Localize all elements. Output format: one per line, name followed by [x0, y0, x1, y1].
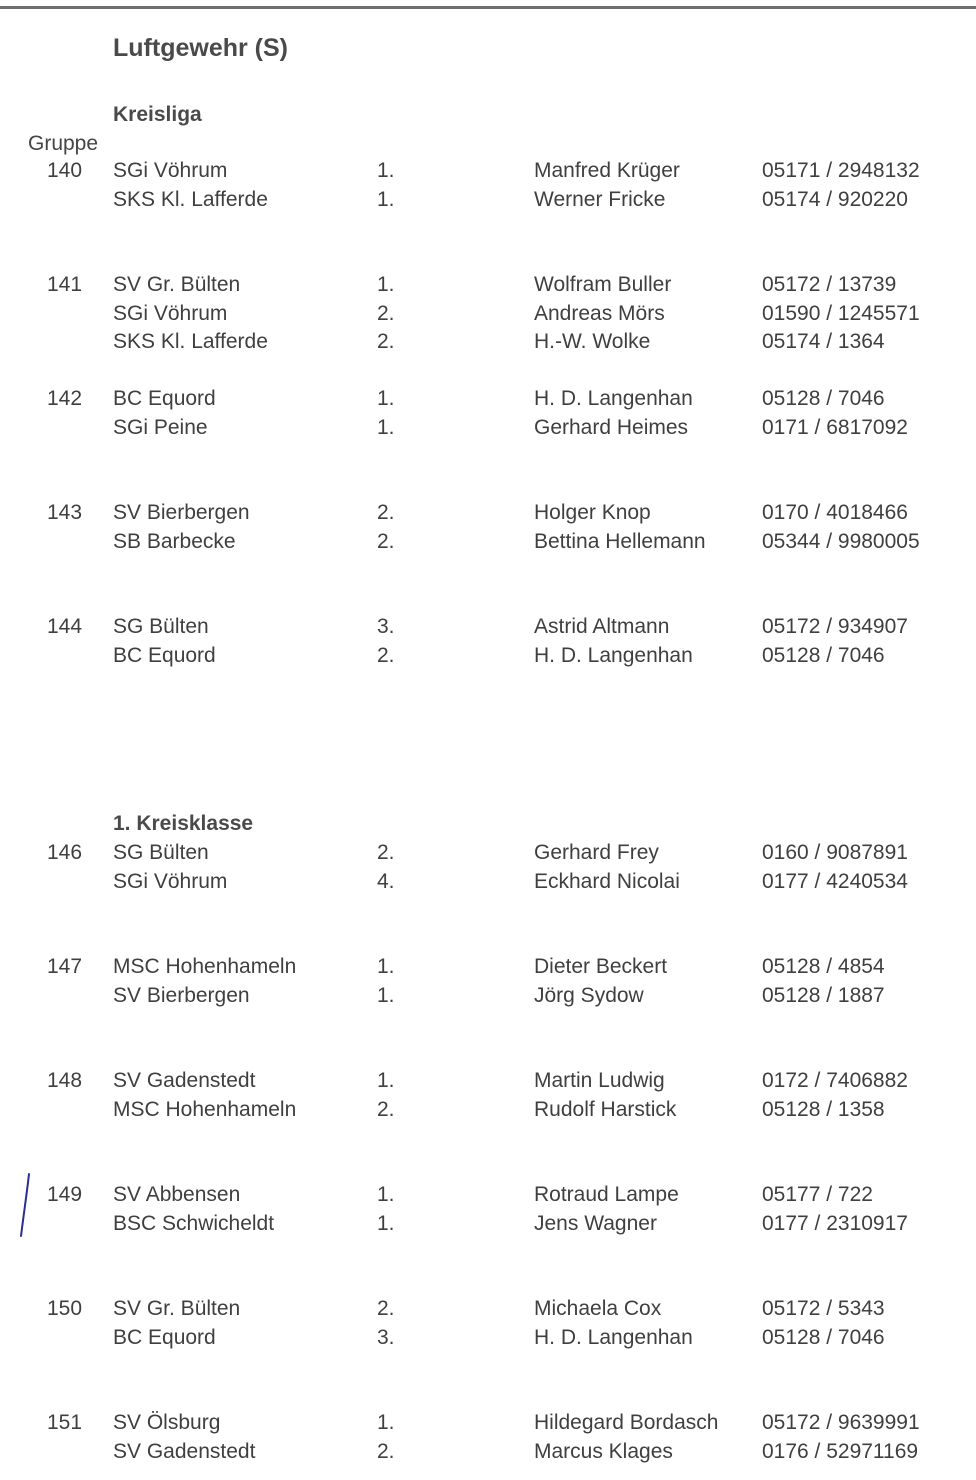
contact-name: Andreas Mörs	[534, 302, 665, 325]
phone-number: 05172 / 5343	[762, 1297, 885, 1320]
group-number: 141	[47, 273, 83, 296]
contact-name: Hildegard Bordasch	[534, 1411, 719, 1434]
group-number: 148	[47, 1069, 83, 1092]
contact-name: H. D. Langenhan	[534, 644, 693, 667]
team-number: 2.	[377, 530, 395, 553]
club-name: SV Ölsburg	[113, 1411, 221, 1434]
contact-name: Gerhard Heimes	[534, 416, 689, 439]
contact-name: Astrid Altmann	[534, 615, 670, 638]
team-number: 2.	[377, 330, 395, 353]
phone-number: 05174 / 920220	[762, 188, 908, 211]
team-number: 1.	[377, 1411, 395, 1434]
team-number: 1.	[377, 984, 395, 1007]
gruppe-column-label: Gruppe	[28, 132, 99, 155]
phone-number: 05172 / 934907	[762, 615, 908, 638]
phone-number: 05128 / 1887	[762, 984, 885, 1007]
team-number: 1.	[377, 1069, 395, 1092]
club-name: MSC Hohenhameln	[113, 1098, 297, 1121]
group-number: 150	[47, 1297, 83, 1320]
phone-number: 05171 / 2948132	[762, 159, 920, 182]
club-name: SV Gr. Bülten	[113, 1297, 241, 1320]
phone-number: 05128 / 1358	[762, 1098, 885, 1121]
contact-name: H. D. Langenhan	[534, 1326, 693, 1349]
team-number: 1.	[377, 955, 395, 978]
team-number: 2.	[377, 644, 395, 667]
team-number: 1.	[377, 416, 395, 439]
club-name: BC Equord	[113, 644, 216, 667]
top-rule	[0, 6, 976, 9]
phone-number: 05128 / 7046	[762, 387, 885, 410]
club-name: SKS Kl. Lafferde	[113, 330, 268, 353]
contact-name: Holger Knop	[534, 501, 651, 524]
phone-number: 05172 / 9639991	[762, 1411, 920, 1434]
phone-number: 0172 / 7406882	[762, 1069, 908, 1092]
team-number: 3.	[377, 615, 395, 638]
group-number: 147	[47, 955, 83, 978]
club-name: SG Bülten	[113, 841, 209, 864]
club-name: SGi Vöhrum	[113, 302, 228, 325]
team-number: 1.	[377, 188, 395, 211]
contact-name: Rotraud Lampe	[534, 1183, 679, 1206]
club-name: BC Equord	[113, 1326, 216, 1349]
club-name: MSC Hohenhameln	[113, 955, 297, 978]
team-number: 1.	[377, 387, 395, 410]
team-number: 2.	[377, 1440, 395, 1463]
contact-name: Martin Ludwig	[534, 1069, 665, 1092]
team-number: 1.	[377, 1183, 395, 1206]
phone-number: 05128 / 4854	[762, 955, 885, 978]
club-name: SKS Kl. Lafferde	[113, 188, 268, 211]
contact-name: Jörg Sydow	[534, 984, 644, 1007]
team-number: 2.	[377, 1297, 395, 1320]
group-number: 143	[47, 501, 83, 524]
club-name: SGi Vöhrum	[113, 159, 228, 182]
phone-number: 0170 / 4018466	[762, 501, 908, 524]
phone-number: 05177 / 722	[762, 1183, 873, 1206]
club-name: SGi Vöhrum	[113, 870, 228, 893]
contact-name: Rudolf Harstick	[534, 1098, 677, 1121]
contact-name: Eckhard Nicolai	[534, 870, 680, 893]
club-name: SG Bülten	[113, 615, 209, 638]
team-number: 1.	[377, 159, 395, 182]
contact-name: Michaela Cox	[534, 1297, 662, 1320]
group-number: 142	[47, 387, 83, 410]
contact-name: Marcus Klages	[534, 1440, 673, 1463]
team-number: 2.	[377, 1098, 395, 1121]
club-name: SV Abbensen	[113, 1183, 241, 1206]
section-title: 1. Kreisklasse	[113, 812, 254, 835]
club-name: SV Gadenstedt	[113, 1440, 256, 1463]
team-number: 3.	[377, 1326, 395, 1349]
page-title: Luftgewehr (S)	[113, 34, 288, 62]
team-number: 2.	[377, 302, 395, 325]
team-number: 2.	[377, 501, 395, 524]
club-name: SV Bierbergen	[113, 501, 250, 524]
pen-mark	[18, 1172, 32, 1238]
group-number: 146	[47, 841, 83, 864]
contact-name: Werner Fricke	[534, 188, 666, 211]
phone-number: 0177 / 2310917	[762, 1212, 908, 1235]
phone-number: 05172 / 13739	[762, 273, 897, 296]
phone-number: 05344 / 9980005	[762, 530, 920, 553]
section-title: Kreisliga	[113, 103, 202, 126]
group-number: 149	[47, 1183, 83, 1206]
club-name: BSC Schwicheldt	[113, 1212, 275, 1235]
contact-name: H. D. Langenhan	[534, 387, 693, 410]
team-number: 2.	[377, 841, 395, 864]
group-number: 144	[47, 615, 83, 638]
group-number: 140	[47, 159, 83, 182]
club-name: SV Gr. Bülten	[113, 273, 241, 296]
contact-name: H.-W. Wolke	[534, 330, 651, 353]
phone-number: 0177 / 4240534	[762, 870, 908, 893]
club-name: SV Gadenstedt	[113, 1069, 256, 1092]
club-name: BC Equord	[113, 387, 216, 410]
club-name: SB Barbecke	[113, 530, 236, 553]
phone-number: 05128 / 7046	[762, 1326, 885, 1349]
team-number: 1.	[377, 273, 395, 296]
club-name: SV Bierbergen	[113, 984, 250, 1007]
contact-name: Dieter Beckert	[534, 955, 668, 978]
contact-name: Manfred Krüger	[534, 159, 680, 182]
contact-name: Gerhard Frey	[534, 841, 659, 864]
phone-number: 0171 / 6817092	[762, 416, 908, 439]
team-number: 1.	[377, 1212, 395, 1235]
phone-number: 05128 / 7046	[762, 644, 885, 667]
contact-name: Bettina Hellemann	[534, 530, 706, 553]
club-name: SGi Peine	[113, 416, 208, 439]
group-number: 151	[47, 1411, 83, 1434]
contact-name: Wolfram Buller	[534, 273, 672, 296]
team-number: 4.	[377, 870, 395, 893]
contact-name: Jens Wagner	[534, 1212, 657, 1235]
phone-number: 0160 / 9087891	[762, 841, 908, 864]
phone-number: 05174 / 1364	[762, 330, 885, 353]
phone-number: 01590 / 1245571	[762, 302, 920, 325]
phone-number: 0176 / 52971169	[762, 1440, 919, 1463]
